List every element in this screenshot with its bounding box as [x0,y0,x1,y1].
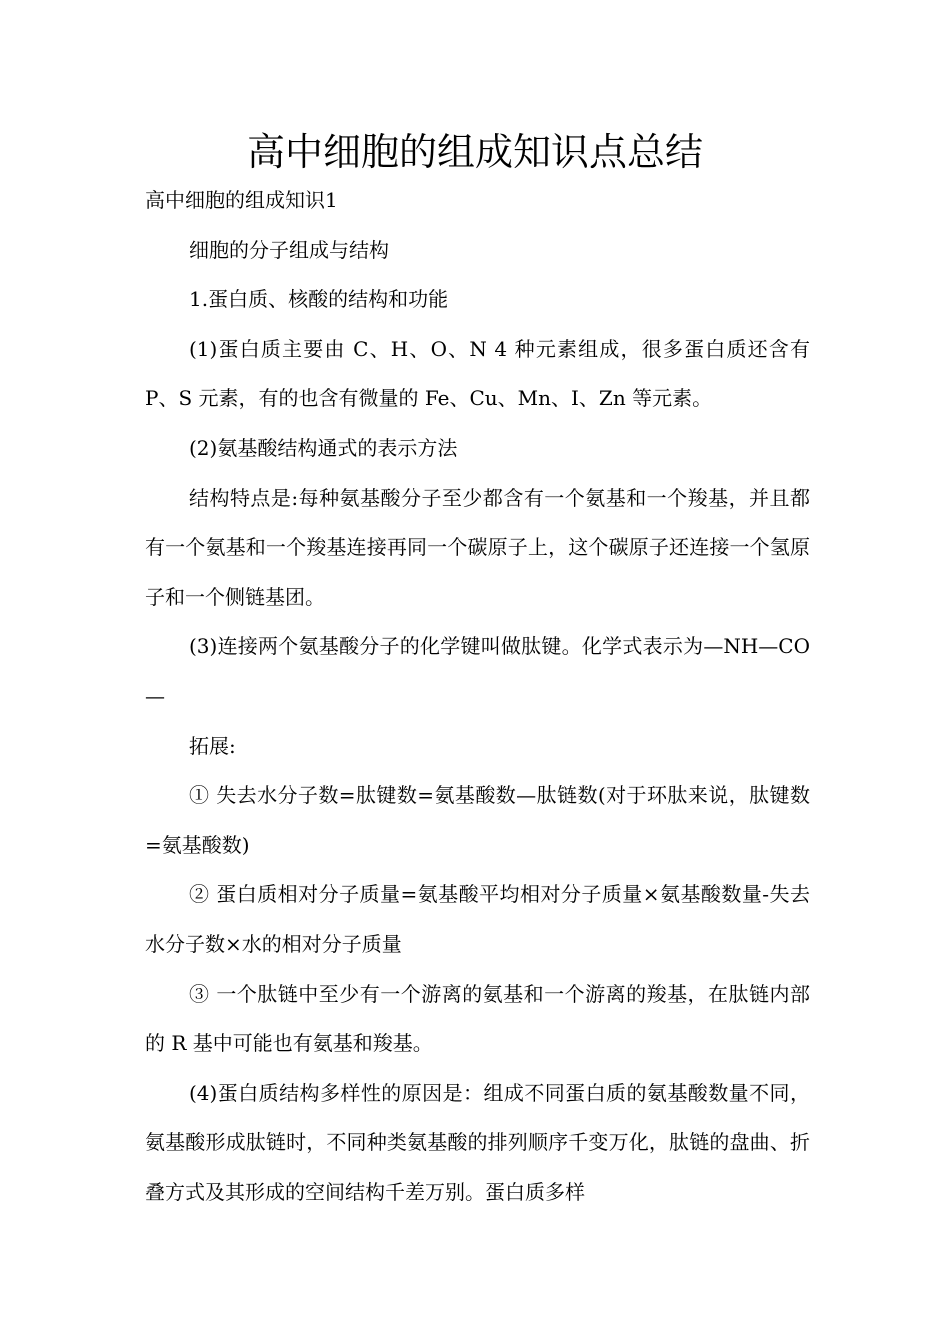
paragraph-diversity: (4)蛋白质结构多样性的原因是：组成不同蛋白质的氨基酸数量不同，氨基酸形成肽链时，不同种类氨基酸的排列顺序千变万化，肽链的盘曲、折叠方式及其形成的空间结构千差万别。蛋白质多样 [145,1080,810,1204]
paragraph-extension-label: 拓展: [189,733,236,758]
paragraph-point-1: ① 失去水分子数=肽键数=氨基酸数—肽链数(对于环肽来说，肽键数=氨基酸数) [145,783,810,857]
paragraph-protein-elements: (1)蛋白质主要由 C、H、O、N 4 种元素组成，很多蛋白质还含有 P、S 元素，有的也含有微量的 Fe、Cu、Mn、I、Zn 等元素。 [145,336,810,411]
paragraph-point-2: ② 蛋白质相对分子质量=氨基酸平均相对分子质量×氨基酸数量-失去水分子数×水的相对分子质量 [145,882,810,956]
topic-heading: 1.蛋白质、核酸的结构和功能 [189,287,449,312]
section-heading: 高中细胞的组成知识1 [145,188,338,212]
subsection-heading: 细胞的分子组成与结构 [189,237,389,262]
paragraph-peptide-bond: (3)连接两个氨基酸分子的化学键叫做肽键。化学式表示为—NH—CO— [145,634,810,708]
paragraph-point-3: ③ 一个肽链中至少有一个游离的氨基和一个游离的羧基，在肽链内部的 R 基中可能也有氨基和羧基。 [145,981,810,1056]
paragraph-structure-features: 结构特点是:每种氨基酸分子至少都含有一个氨基和一个羧基，并且都有一个氨基和一个羧基连接再同一个碳原子上，这个碳原子还连接一个氢原子和一个侧链基团。 [145,485,810,609]
document-title: 高中细胞的组成知识点总结 [246,130,703,174]
document-body [145,176,810,1217]
paragraph-amino-acid-formula: (2)氨基酸结构通式的表示方法 [189,435,458,460]
